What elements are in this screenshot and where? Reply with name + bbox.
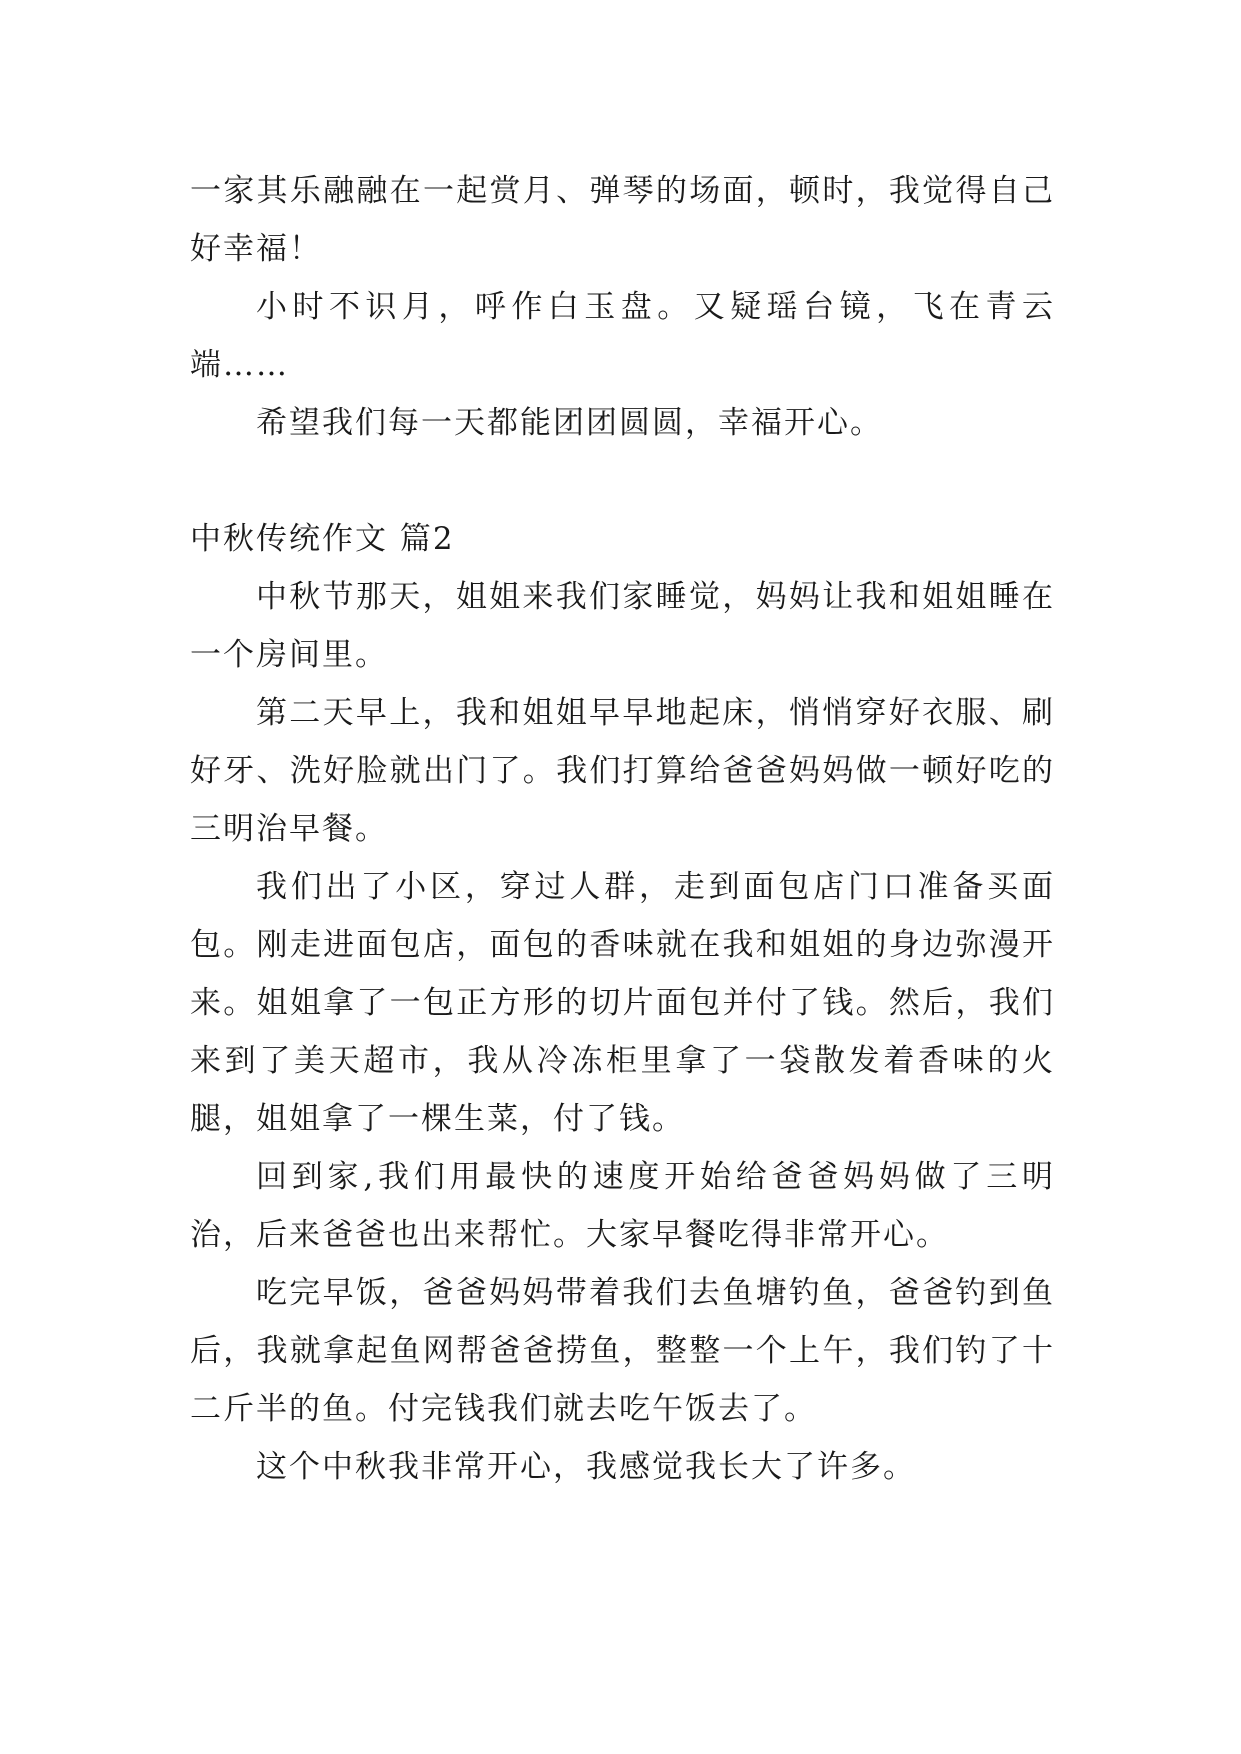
document-body [190, 162, 1055, 1496]
paragraph: 第二天早上，我和姐姐早早地起床，悄悄穿好衣服、刷好牙、洗好脸就出门了。我们打算给爸爸妈妈做一顿好吃的三明治早餐。 [190, 695, 1055, 847]
wish-paragraph: 希望我们每一天都能团团圆圆，幸福开心。 [256, 405, 883, 441]
paragraph: 吃完早饭，爸爸妈妈带着我们去鱼塘钓鱼，爸爸钓到鱼后，我就拿起鱼网帮爸爸捞鱼，整整一个上午，我们钓了十二斤半的鱼。付完钱我们就去吃午饭去了。 [190, 1275, 1055, 1427]
paragraph: 中秋节那天，姐姐来我们家睡觉，妈妈让我和姐姐睡在一个房间里。 [190, 579, 1055, 673]
paragraph: 我们出了小区，穿过人群，走到面包店门口准备买面包。刚走进面包店，面包的香味就在我和姐姐的身边弥漫开来。姐姐拿了一包正方形的切片面包并付了钱。然后，我们来到了美天超市，我从冷冻柜里拿了一袋散发着香味的火腿，姐姐拿了一棵生菜，付了钱。 [190, 869, 1055, 1137]
poem-paragraph: 小时不识月，呼作白玉盘。又疑瑶台镜，飞在青云端…… [190, 289, 1055, 383]
paragraph: 这个中秋我非常开心，我感觉我长大了许多。 [256, 1449, 916, 1485]
paragraph: 回到家,我们用最快的速度开始给爸爸妈妈做了三明治，后来爸爸也出来帮忙。大家早餐吃得非常开心。 [190, 1159, 1055, 1253]
paragraph-continued: 一家其乐融融在一起赏月、弹琴的场面，顿时，我觉得自己好幸福！ [190, 173, 1055, 267]
section-heading: 中秋传统作文 篇2 [190, 521, 455, 557]
